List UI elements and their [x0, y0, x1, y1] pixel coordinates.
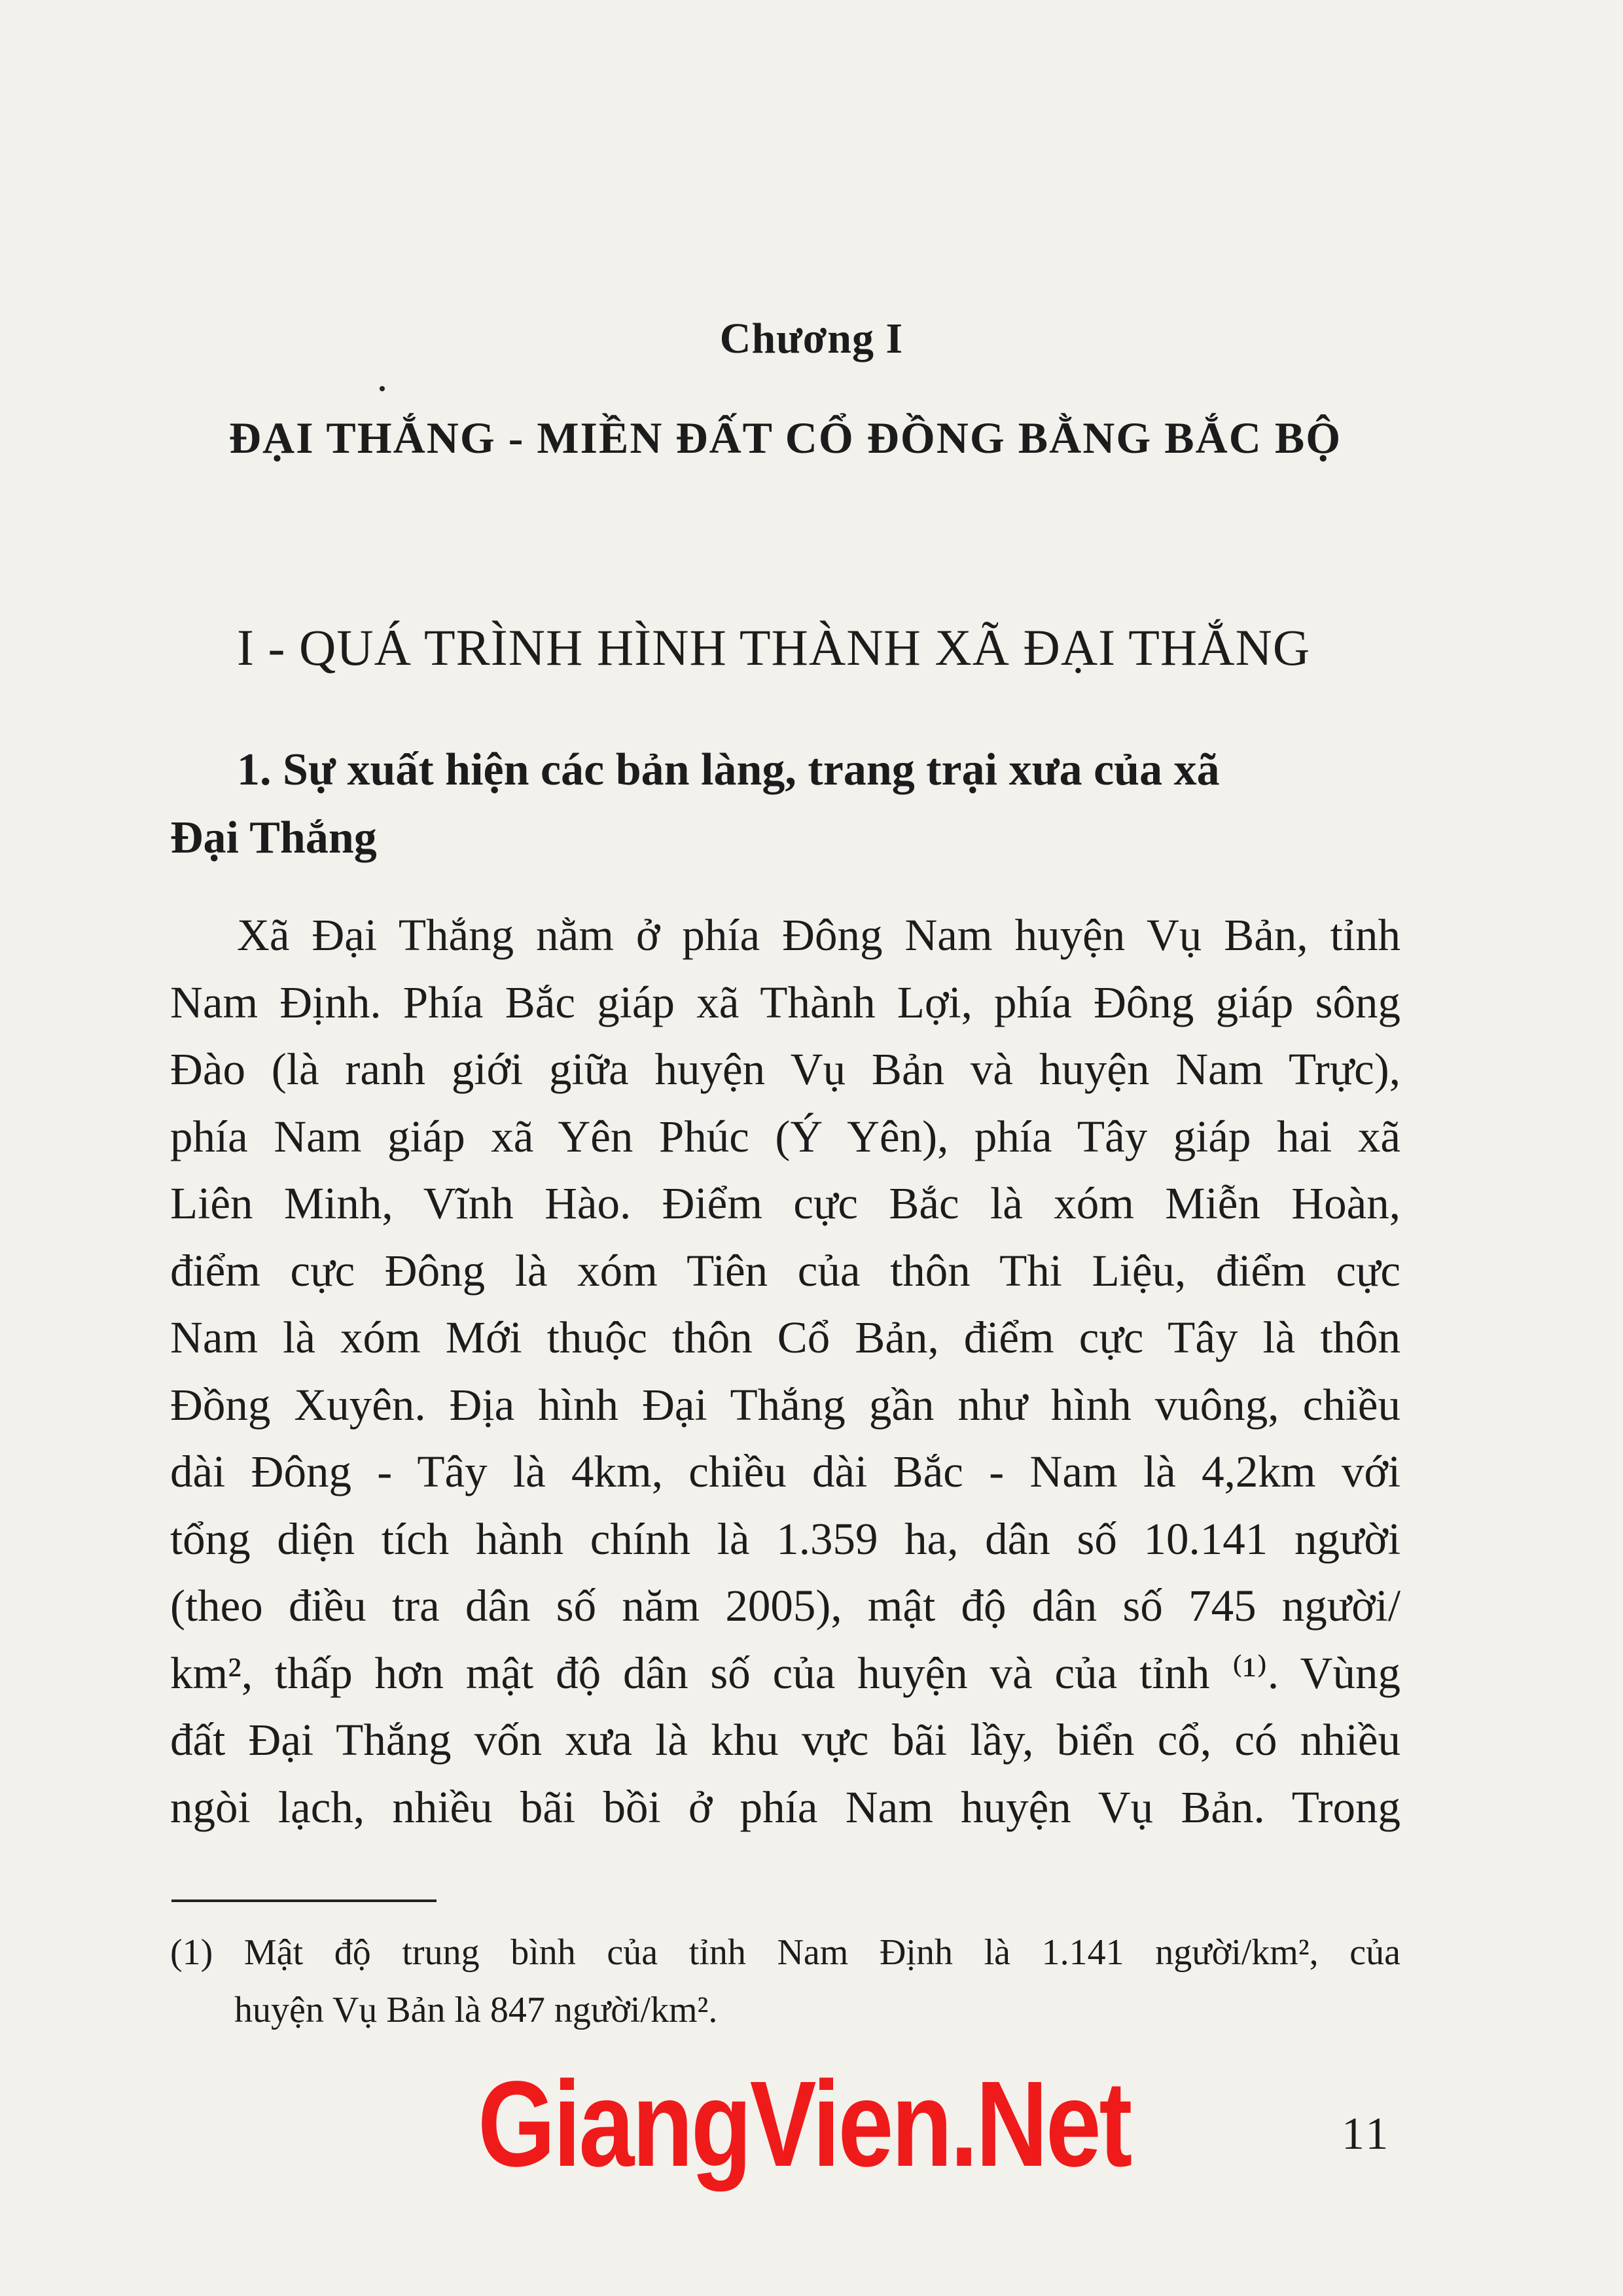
- footnote-line: (1) Mật độ trung bình của tỉnh Nam Định là 1.141 người/km², của: [170, 1932, 1400, 1973]
- section-heading: I - QUÁ TRÌNH HÌNH THÀNH XÃ ĐẠI THẮNG: [237, 619, 1311, 676]
- ink-dot: [380, 386, 385, 391]
- body-line: tổng diện tích hành chính là 1.359 ha, dân số 10.141 người: [170, 1513, 1400, 1564]
- body-line: Đào (là ranh giới giữa huyện Vụ Bản và huyện Nam Trực),: [170, 1044, 1400, 1094]
- body-line: ngòi lạch, nhiều bãi bồi ở phía Nam huyện Vụ Bản. Trong: [170, 1782, 1400, 1832]
- subsection-heading-line: 1. Sự xuất hiện các bản làng, trang trại xưa của xã: [237, 745, 1220, 795]
- body-line: (theo điều tra dân số năm 2005), mật độ dân số 745 người/: [170, 1581, 1400, 1631]
- footnote: [170, 1924, 1400, 2039]
- body-line: Nam Định. Phía Bắc giáp xã Thành Lợi, phía Đông giáp sông: [170, 977, 1400, 1027]
- body-line: Nam là xóm Mới thuộc thôn Cổ Bản, điểm cực Tây là thôn: [170, 1313, 1400, 1362]
- chapter-title: ĐẠI THẮNG - MIỀN ĐẤT CỔ ĐỒNG BẰNG BẮC BỘ: [228, 413, 1342, 463]
- body-line: Liên Minh, Vĩnh Hào. Điểm cực Bắc là xóm Miễn Hoàn,: [170, 1178, 1400, 1228]
- footnote-divider: [171, 1899, 437, 1902]
- page-number: 11: [1342, 2109, 1391, 2159]
- body-line: phía Nam giáp xã Yên Phúc (Ý Yên), phía Tây giáp hai xã: [170, 1111, 1400, 1161]
- subsection-heading: [170, 736, 1400, 872]
- footnote-line: huyện Vụ Bản là 847 người/km².: [234, 1990, 718, 2030]
- body-line: đất Đại Thắng vốn xưa là khu vực bãi lầy, biển cổ, có nhiều: [170, 1715, 1400, 1765]
- subsection-heading-line: Đại Thắng: [170, 813, 377, 863]
- body-paragraph: [170, 902, 1400, 1841]
- body-line: Đồng Xuyên. Địa hình Đại Thắng gần như hình vuông, chiều: [170, 1379, 1400, 1430]
- watermark-logo: GiangVien.Net: [478, 2057, 1131, 2192]
- body-line: Xã Đại Thắng nằm ở phía Đông Nam huyện Vụ Bản, tỉnh: [237, 910, 1400, 960]
- body-line: km², thấp hơn mật độ dân số của huyện và của tỉnh ⁽¹⁾. Vùng: [170, 1648, 1400, 1698]
- body-line: dài Đông - Tây là 4km, chiều dài Bắc - Nam là 4,2km với: [170, 1447, 1400, 1496]
- body-line: điểm cực Đông là xóm Tiên của thôn Thi Liệu, điểm cực: [170, 1245, 1400, 1296]
- chapter-label: Chương I: [719, 315, 904, 362]
